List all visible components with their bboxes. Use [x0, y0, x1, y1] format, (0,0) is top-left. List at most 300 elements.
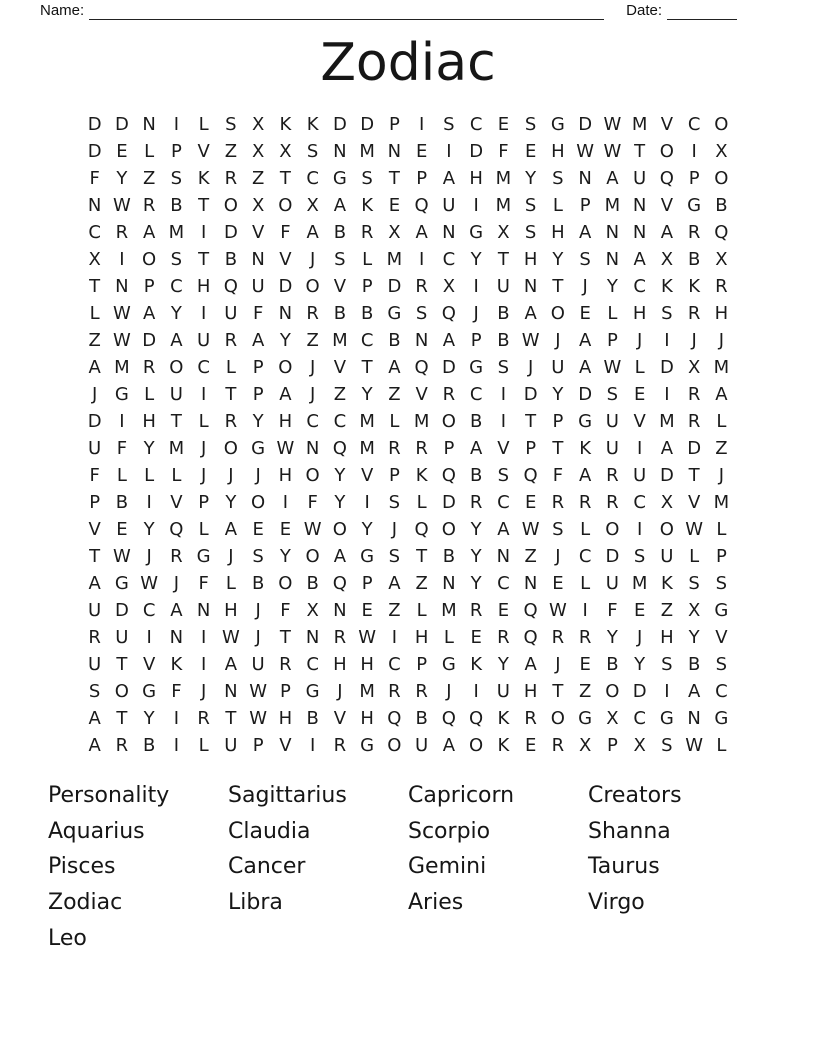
grid-cell-r8-c7: F: [252, 303, 264, 324]
grid-cell-r2-c1: D: [87, 141, 102, 162]
grid-cell-r8-c4: Y: [170, 303, 182, 324]
grid-cell-r5-c2: R: [115, 222, 129, 243]
grid-cell-r24-c5: L: [198, 735, 209, 756]
grid-cell-r15-c20: R: [606, 492, 619, 513]
grid-cell-r14-c11: V: [360, 465, 374, 486]
grid-cell-r24-c22: S: [661, 735, 673, 756]
grid-cell-r14-c8: H: [278, 465, 293, 486]
grid-cell-r3-c18: S: [552, 168, 564, 189]
grid-cell-r13-c11: M: [359, 438, 375, 459]
grid-cell-r10-c17: J: [527, 357, 534, 378]
grid-cell-r2-c2: E: [116, 141, 128, 162]
grid-cell-r7-c7: U: [251, 276, 265, 297]
grid-cell-r21-c19: E: [579, 654, 591, 675]
grid-cell-r18-c17: N: [523, 573, 538, 594]
grid-cell-r17-c7: S: [252, 546, 264, 567]
word-item: Libra: [228, 890, 283, 916]
grid-cell-r14-c18: F: [552, 465, 564, 486]
grid-cell-r22-c22: I: [664, 681, 670, 702]
grid-cell-r8-c21: H: [632, 303, 647, 324]
grid-cell-r18-c23: S: [688, 573, 700, 594]
grid-cell-r14-c5: J: [200, 465, 207, 486]
grid-cell-r11-c10: Z: [333, 384, 347, 405]
grid-cell-r5-c15: G: [469, 222, 484, 243]
grid-cell-r12-c4: T: [170, 411, 182, 432]
grid-cell-r11-c3: L: [144, 384, 155, 405]
grid-cell-r20-c9: N: [305, 627, 320, 648]
grid-cell-r19-c2: D: [114, 600, 129, 621]
grid-cell-r16-c23: W: [685, 519, 704, 540]
grid-cell-r17-c18: J: [555, 546, 561, 567]
grid-cell-r9-c12: B: [388, 330, 401, 351]
grid-cell-r10-c6: L: [225, 357, 236, 378]
grid-cell-r9-c13: N: [414, 330, 429, 351]
grid-cell-r2-c21: T: [634, 141, 646, 162]
grid-cell-r16-c21: I: [636, 519, 643, 540]
grid-cell-r6-c1: X: [88, 249, 101, 270]
grid-cell-r20-c21: J: [636, 627, 643, 648]
grid-cell-r23-c5: R: [197, 708, 210, 729]
word-item: Shanna: [588, 818, 671, 844]
grid-cell-r8-c11: B: [360, 303, 374, 324]
grid-cell-r20-c23: Y: [688, 627, 700, 648]
grid-cell-r16-c9: W: [303, 519, 322, 540]
word-item: Personality: [48, 783, 170, 808]
grid-cell-r13-c21: I: [636, 438, 643, 459]
grid-cell-r22-c9: G: [305, 681, 320, 702]
grid-cell-r13-c15: A: [469, 438, 483, 459]
grid-cell-r9-c17: W: [521, 330, 540, 351]
grid-cell-r23-c21: C: [633, 708, 646, 729]
grid-cell-r21-c5: I: [200, 654, 207, 675]
grid-cell-r16-c8: E: [279, 519, 292, 540]
grid-cell-r8-c2: W: [112, 303, 131, 324]
grid-cell-r12-c8: H: [278, 411, 293, 432]
grid-cell-r3-c17: Y: [525, 168, 537, 189]
grid-cell-r5-c4: M: [168, 222, 185, 243]
grid-cell-r1-c13: I: [418, 114, 425, 135]
grid-cell-r23-c22: G: [659, 708, 674, 729]
grid-cell-r21-c20: B: [606, 654, 619, 675]
grid-cell-r21-c21: Y: [634, 654, 646, 675]
grid-cell-r23-c19: G: [578, 708, 593, 729]
grid-cell-r1-c4: I: [173, 114, 180, 135]
grid-cell-r10-c22: D: [659, 357, 674, 378]
grid-cell-r22-c7: W: [249, 681, 268, 702]
grid-cell-r6-c5: T: [198, 249, 210, 270]
grid-cell-r23-c12: Q: [387, 708, 402, 729]
grid-cell-r17-c2: W: [112, 546, 131, 567]
grid-cell-r23-c16: K: [497, 708, 510, 729]
grid-cell-r17-c17: Z: [524, 546, 537, 567]
grid-cell-r21-c18: J: [555, 654, 561, 675]
grid-cell-r18-c12: A: [388, 573, 401, 594]
grid-cell-r16-c1: V: [88, 519, 101, 540]
grid-cell-r1-c12: P: [388, 114, 400, 135]
grid-cell-r19-c23: X: [687, 600, 701, 621]
word-item: Zodiac: [48, 890, 123, 916]
grid-cell-r18-c2: G: [114, 573, 129, 594]
grid-cell-r3-c13: P: [416, 168, 428, 189]
word-item: Cancer: [228, 854, 306, 880]
grid-cell-r13-c24: Z: [715, 438, 728, 459]
grid-cell-r11-c20: S: [606, 384, 619, 405]
grid-cell-r14-c10: Y: [334, 465, 346, 486]
grid-cell-r2-c22: O: [659, 141, 674, 162]
grid-cell-r12-c21: V: [633, 411, 646, 432]
word-item: Virgo: [588, 890, 645, 916]
grid-cell-r6-c8: V: [279, 249, 292, 270]
grid-cell-r20-c19: R: [578, 627, 592, 648]
grid-cell-r17-c9: O: [305, 546, 320, 567]
grid-cell-r14-c12: P: [388, 465, 400, 486]
grid-cell-r21-c23: B: [687, 654, 701, 675]
date-label: Date:: [626, 2, 662, 19]
puzzle-title: Zodiac: [320, 33, 496, 93]
grid-cell-r20-c16: R: [497, 627, 510, 648]
grid-cell-r24-c20: P: [606, 735, 618, 756]
grid-cell-r18-c10: Q: [332, 573, 347, 594]
grid-cell-r21-c2: T: [116, 654, 128, 675]
grid-cell-r13-c16: V: [497, 438, 510, 459]
grid-cell-r2-c20: W: [603, 141, 622, 162]
grid-cell-r7-c23: K: [688, 276, 701, 297]
grid-cell-r14-c17: Q: [523, 465, 538, 486]
grid-cell-r5-c22: A: [660, 222, 674, 243]
grid-cell-r13-c19: K: [579, 438, 592, 459]
grid-cell-r2-c23: I: [691, 141, 697, 162]
grid-cell-r14-c4: L: [171, 465, 182, 486]
grid-cell-r21-c24: S: [715, 654, 728, 675]
grid-cell-r20-c18: R: [551, 627, 565, 648]
grid-cell-r15-c22: X: [660, 492, 674, 513]
grid-cell-r16-c11: Y: [361, 519, 373, 540]
grid-cell-r18-c19: L: [580, 573, 591, 594]
grid-cell-r10-c4: O: [169, 357, 184, 378]
grid-cell-r11-c21: E: [633, 384, 646, 405]
grid-cell-r9-c6: R: [224, 330, 238, 351]
grid-cell-r7-c1: T: [89, 276, 101, 297]
grid-cell-r20-c10: R: [333, 627, 347, 648]
grid-cell-r8-c23: R: [687, 303, 701, 324]
grid-cell-r19-c8: F: [280, 600, 291, 621]
grid-cell-r3-c2: Y: [116, 168, 128, 189]
grid-cell-r11-c4: U: [169, 384, 183, 405]
grid-cell-r19-c12: Z: [388, 600, 401, 621]
grid-cell-r14-c7: J: [255, 465, 261, 486]
grid-cell-r18-c5: F: [198, 573, 209, 594]
grid-cell-r4-c9: X: [306, 195, 319, 216]
grid-cell-r5-c23: R: [687, 222, 701, 243]
grid-cell-r1-c9: K: [306, 114, 319, 135]
grid-cell-r15-c11: I: [364, 492, 370, 513]
grid-cell-r10-c18: U: [551, 357, 565, 378]
grid-cell-r23-c6: T: [225, 708, 237, 729]
grid-cell-r17-c14: B: [442, 546, 456, 567]
grid-cell-r5-c20: N: [605, 222, 620, 243]
grid-cell-r22-c16: U: [496, 681, 510, 702]
grid-cell-r7-c18: T: [552, 276, 564, 297]
grid-cell-r12-c11: M: [359, 411, 375, 432]
grid-cell-r15-c13: L: [416, 492, 427, 513]
grid-cell-r22-c19: Z: [578, 681, 592, 702]
grid-cell-r10-c13: Q: [414, 357, 429, 378]
grid-cell-r14-c22: D: [659, 465, 674, 486]
grid-cell-r2-c6: Z: [224, 141, 238, 162]
grid-cell-r20-c4: N: [169, 627, 184, 648]
grid-cell-r17-c11: G: [360, 546, 375, 567]
grid-cell-r5-c17: S: [524, 222, 537, 243]
grid-cell-r19-c17: Q: [523, 600, 538, 621]
grid-cell-r7-c12: D: [387, 276, 402, 297]
grid-cell-r23-c13: B: [415, 708, 428, 729]
grid-cell-r21-c15: K: [470, 654, 483, 675]
grid-cell-r13-c1: U: [88, 438, 102, 459]
grid-cell-r12-c16: I: [500, 411, 507, 432]
grid-cell-r19-c4: A: [170, 600, 183, 621]
grid-cell-r1-c20: W: [603, 114, 622, 135]
grid-cell-r23-c11: H: [360, 708, 374, 729]
grid-cell-r7-c8: D: [278, 276, 293, 297]
grid-cell-r5-c16: X: [497, 222, 510, 243]
grid-cell-r6-c7: N: [251, 249, 265, 270]
grid-cell-r16-c3: Y: [143, 519, 155, 540]
grid-cell-r12-c17: T: [525, 411, 537, 432]
grid-cell-r14-c15: B: [469, 465, 483, 486]
grid-cell-r18-c4: J: [173, 573, 180, 594]
grid-cell-r6-c12: M: [386, 249, 403, 270]
grid-cell-r1-c23: C: [687, 114, 701, 135]
grid-cell-r18-c21: M: [631, 573, 648, 594]
grid-cell-r18-c14: N: [442, 573, 456, 594]
word-list-column-1: [48, 778, 228, 956]
grid-cell-r7-c5: H: [196, 276, 211, 297]
grid-cell-r12-c12: L: [389, 411, 400, 432]
grid-cell-r14-c21: U: [633, 465, 647, 486]
grid-cell-r13-c23: D: [687, 438, 702, 459]
grid-cell-r1-c3: N: [142, 114, 156, 135]
grid-cell-r11-c5: I: [200, 384, 207, 405]
grid-cell-r9-c3: D: [142, 330, 157, 351]
word-item: Aquarius: [48, 818, 145, 844]
grid-cell-r24-c10: R: [333, 735, 347, 756]
grid-cell-r24-c1: A: [88, 735, 101, 756]
grid-cell-r1-c2: D: [114, 114, 129, 135]
grid-cell-r10-c7: P: [252, 357, 264, 378]
grid-cell-r11-c8: A: [279, 384, 292, 405]
grid-cell-r24-c11: G: [360, 735, 375, 756]
grid-cell-r12-c20: U: [605, 411, 619, 432]
grid-cell-r1-c19: D: [578, 114, 593, 135]
grid-cell-r7-c11: P: [361, 276, 373, 297]
grid-cell-r2-c24: X: [715, 141, 728, 162]
grid-cell-r12-c14: O: [441, 411, 456, 432]
grid-cell-r5-c6: D: [223, 222, 238, 243]
word-item: Gemini: [408, 854, 487, 880]
grid-cell-r11-c11: Y: [361, 384, 373, 405]
grid-cell-r24-c15: O: [469, 735, 484, 756]
grid-cell-r15-c2: B: [115, 492, 129, 513]
grid-cell-r10-c15: G: [469, 357, 484, 378]
grid-cell-r15-c7: O: [251, 492, 266, 513]
grid-cell-r1-c1: D: [87, 114, 102, 135]
grid-cell-r19-c18: W: [548, 600, 567, 621]
grid-cell-r19-c21: E: [633, 600, 646, 621]
grid-cell-r13-c7: G: [251, 438, 266, 459]
grid-cell-r4-c15: I: [473, 195, 479, 216]
grid-cell-r12-c7: Y: [252, 411, 264, 432]
grid-cell-r22-c13: R: [415, 681, 428, 702]
grid-cell-r18-c20: U: [605, 573, 619, 594]
grid-cell-r7-c4: C: [170, 276, 183, 297]
grid-cell-r7-c2: N: [115, 276, 129, 297]
grid-cell-r3-c8: T: [279, 168, 291, 189]
grid-cell-r15-c3: I: [146, 492, 152, 513]
grid-cell-r12-c24: L: [716, 411, 727, 432]
grid-cell-r20-c14: L: [443, 627, 454, 648]
grid-cell-r15-c15: R: [469, 492, 483, 513]
grid-cell-r23-c10: V: [333, 708, 347, 729]
grid-cell-r4-c21: N: [632, 195, 647, 216]
grid-cell-r12-c18: P: [552, 411, 564, 432]
grid-cell-r2-c17: E: [524, 141, 537, 162]
grid-cell-r19-c22: Z: [660, 600, 674, 621]
grid-cell-r13-c18: T: [552, 438, 564, 459]
grid-cell-r8-c17: A: [524, 303, 537, 324]
grid-cell-r14-c9: O: [305, 465, 320, 486]
grid-cell-r4-c3: R: [142, 195, 156, 216]
grid-cell-r6-c18: Y: [552, 249, 564, 270]
grid-cell-r11-c17: D: [523, 384, 538, 405]
word-item: Leo: [48, 925, 87, 951]
grid-cell-r22-c24: C: [715, 681, 728, 702]
grid-cell-r3-c14: A: [442, 168, 456, 189]
grid-cell-r14-c13: K: [415, 465, 428, 486]
grid-cell-r24-c2: R: [115, 735, 129, 756]
grid-cell-r19-c15: R: [469, 600, 483, 621]
grid-cell-r22-c2: O: [114, 681, 129, 702]
grid-cell-r12-c3: H: [142, 411, 156, 432]
grid-cell-r14-c1: F: [89, 465, 100, 486]
grid-cell-r7-c15: I: [473, 276, 479, 297]
grid-cell-r13-c17: P: [525, 438, 537, 459]
grid-cell-r7-c24: R: [715, 276, 728, 297]
grid-cell-r3-c16: M: [495, 168, 512, 189]
grid-cell-r21-c7: U: [251, 654, 265, 675]
grid-cell-r14-c20: R: [606, 465, 619, 486]
grid-cell-r3-c12: T: [388, 168, 400, 189]
grid-cell-r6-c16: T: [497, 249, 509, 270]
grid-cell-r5-c7: V: [251, 222, 265, 243]
grid-cell-r5-c12: X: [388, 222, 401, 243]
grid-cell-r6-c9: J: [309, 249, 316, 270]
grid-cell-r10-c21: L: [634, 357, 645, 378]
grid-cell-r24-c4: I: [173, 735, 180, 756]
grid-cell-r23-c15: Q: [469, 708, 484, 729]
grid-cell-r13-c12: R: [388, 438, 401, 459]
grid-cell-r19-c1: U: [88, 600, 102, 621]
grid-cell-r10-c19: A: [578, 357, 592, 378]
grid-cell-r17-c23: L: [689, 546, 700, 567]
grid-cell-r24-c8: V: [279, 735, 292, 756]
grid-cell-r9-c18: J: [555, 330, 561, 351]
header: [40, 2, 737, 20]
grid-cell-r24-c21: X: [633, 735, 646, 756]
grid-cell-r3-c5: K: [197, 168, 210, 189]
grid-cell-r19-c20: F: [607, 600, 618, 621]
grid-cell-r17-c16: N: [496, 546, 511, 567]
grid-cell-r15-c12: S: [388, 492, 401, 513]
grid-cell-r19-c11: E: [361, 600, 373, 621]
grid-cell-r17-c3: J: [146, 546, 152, 567]
grid-cell-r3-c4: S: [170, 168, 183, 189]
grid-cell-r14-c16: S: [497, 465, 510, 486]
grid-cell-r8-c19: E: [579, 303, 591, 324]
grid-cell-r19-c13: L: [416, 600, 427, 621]
grid-cell-r8-c16: B: [497, 303, 510, 324]
grid-cell-r9-c16: B: [497, 330, 510, 351]
grid-cell-r10-c23: X: [687, 357, 701, 378]
grid-cell-r9-c21: J: [636, 330, 643, 351]
grid-cell-r23-c24: G: [714, 708, 729, 729]
grid-cell-r5-c21: N: [632, 222, 647, 243]
grid-cell-r2-c10: N: [333, 141, 347, 162]
grid-cell-r1-c21: M: [631, 114, 648, 135]
grid-cell-r4-c4: B: [170, 195, 183, 216]
grid-cell-r4-c17: S: [524, 195, 537, 216]
grid-cell-r6-c21: A: [633, 249, 646, 270]
grid-cell-r10-c5: C: [197, 357, 210, 378]
grid-cell-r18-c9: B: [306, 573, 319, 594]
grid-cell-r8-c3: A: [142, 303, 156, 324]
grid-cell-r20-c24: V: [715, 627, 728, 648]
grid-cell-r11-c14: R: [442, 384, 456, 405]
grid-cell-r21-c10: H: [333, 654, 347, 675]
grid-cell-r16-c6: A: [224, 519, 238, 540]
grid-cell-r20-c2: U: [115, 627, 129, 648]
grid-cell-r13-c5: J: [200, 438, 207, 459]
grid-cell-r21-c6: A: [224, 654, 238, 675]
grid-cell-r6-c15: Y: [470, 249, 482, 270]
grid-cell-r4-c14: U: [442, 195, 456, 216]
grid-cell-r7-c20: Y: [606, 276, 618, 297]
grid-cell-r22-c14: J: [446, 681, 452, 702]
word-item: Claudia: [228, 818, 311, 844]
word-list-column-4: [588, 778, 682, 956]
grid-cell-r20-c12: I: [391, 627, 398, 648]
grid-cell-r3-c1: F: [89, 168, 100, 189]
grid-cell-r15-c17: E: [524, 492, 537, 513]
grid-cell-r5-c18: H: [551, 222, 565, 243]
grid-cell-r7-c22: K: [660, 276, 673, 297]
grid-cell-r10-c2: M: [114, 357, 130, 378]
grid-cell-r14-c2: L: [116, 465, 127, 486]
grid-cell-r17-c8: Y: [279, 546, 291, 567]
grid-cell-r13-c10: Q: [332, 438, 347, 459]
grid-cell-r24-c9: I: [309, 735, 316, 756]
grid-cell-r20-c20: Y: [606, 627, 618, 648]
grid-cell-r4-c13: Q: [414, 195, 429, 216]
grid-cell-r17-c13: T: [416, 546, 428, 567]
grid-cell-r17-c20: D: [605, 546, 620, 567]
grid-cell-r12-c15: B: [469, 411, 483, 432]
grid-cell-r2-c13: E: [415, 141, 428, 162]
grid-cell-r20-c15: E: [470, 627, 482, 648]
grid-cell-r5-c24: Q: [714, 222, 729, 243]
grid-cell-r10-c9: J: [309, 357, 316, 378]
grid-cell-r16-c13: Q: [414, 519, 429, 540]
grid-cell-r16-c10: O: [332, 519, 347, 540]
